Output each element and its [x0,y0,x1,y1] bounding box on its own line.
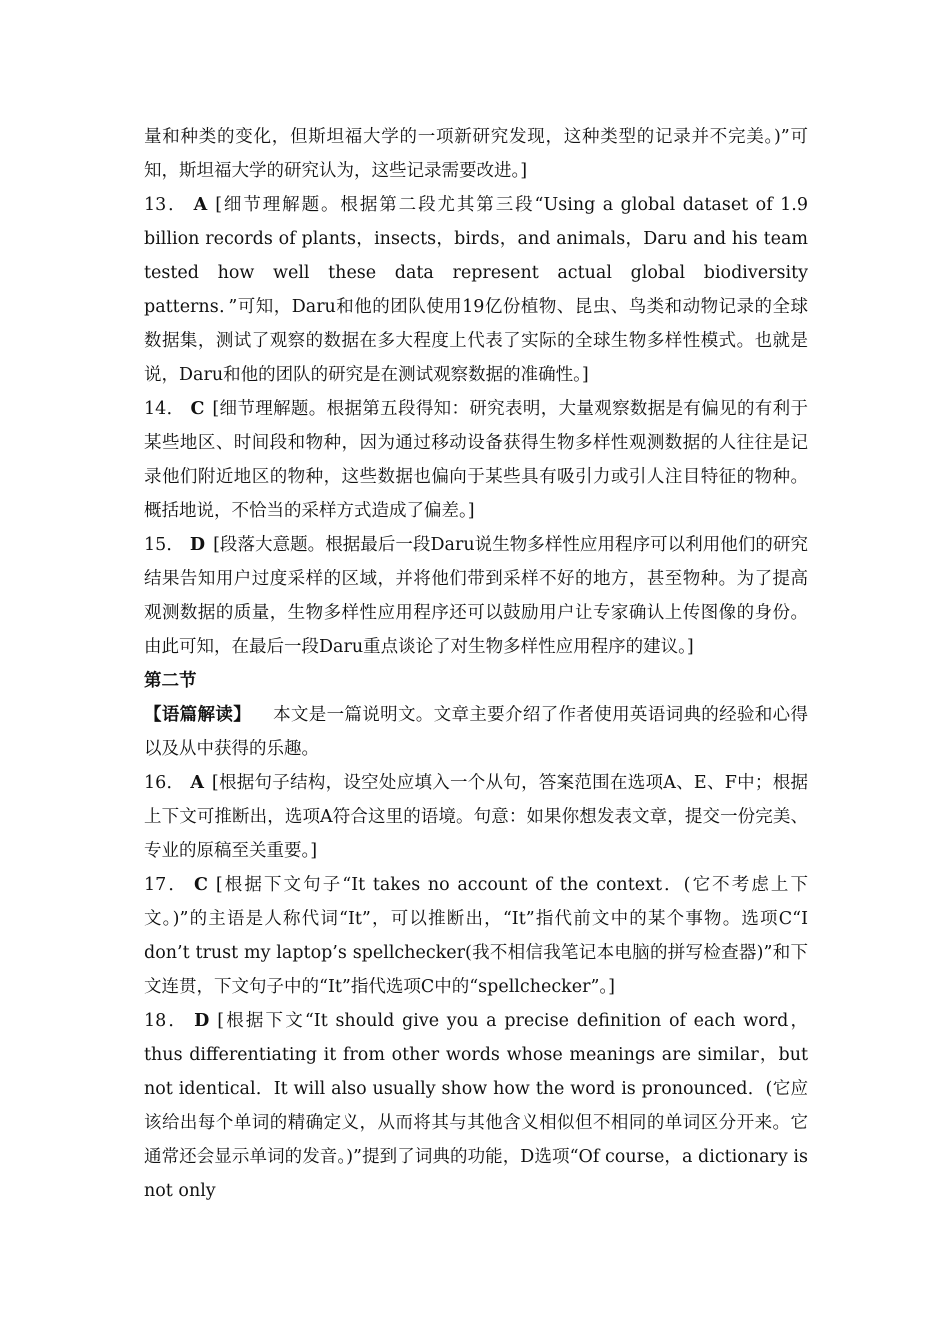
reading-text: 本文是一篇说明文。文章主要介绍了作者使用英语词典的经验和心得以及从中获得的乐趣。 [144,705,809,759]
answer-item-17 [144,868,808,1004]
item-explanation: [根据下文句子“It takes no account of the context．(它不考虑上下文。)”的主语是人称代词“It”，可以推断出，“It”指代前文中的某个事物。选项C“I don’t trust my laptop’s spellchecker(我不相信我笔记本电脑的拼写检查器)”和下文连贯，下文句子中的“It”指代选项C中的“spellchecker”。] [144,875,808,997]
item-number: 15． [144,535,184,555]
item-explanation: [根据句子结构，设空处应填入一个从句，答案范围在选项A、E、F中；根据上下文可推断出，选项A符合这里的语境。句意：如果你想发表文章，提交一份完美、专业的原稿至关重要。] [144,773,808,861]
item-number: 13． [144,195,188,215]
item-number: 18． [144,1011,189,1031]
item-answer: A [193,195,208,215]
answer-item-15 [144,528,808,664]
section-title: 第二节 [144,671,197,691]
answer-item-18 [144,1004,808,1208]
answer-item-14 [144,392,808,528]
item-number: 14． [144,399,185,419]
item-explanation: [根据下文“It should give you a precise definition of each word，thus differentiating it from other words whose meanings are similar，but not identical．It will also usually show how the word is pronounced．(它应该给出每个单词的精确定义，从而将其与其他含义相似但不相同的单词区分开来。它通常还会显示单词的发音。)”提到了词典的功能，D选项“Of course，a dictionary is not only [144,1011,808,1201]
item-explanation: [细节理解题。根据第二段尤其第三段“Using a global dataset of 1.9 billion records of plants，insects，birds，and animals，Daru and his team tested how well these data represent actual global biodiversity patterns．”可知，Daru和他的团队使用19亿份植物、昆虫、鸟类和动物记录的全球数据集，测试了观察的数据在多大程度上代表了实际的全球生物多样性模式。也就是说，Daru和他的团队的研究是在测试观察数据的准确性。] [144,195,808,385]
item-answer: C [193,875,208,895]
item-explanation: [细节理解题。根据第五段得知：研究表明，大量观察数据是有偏见的有利于某些地区、时间段和物种，因为通过移动设备获得生物多样性观测数据的人往往是记录他们附近地区的物种，这些数据也偏向于某些具有吸引力或引人注目特征的物种。概括地说，不恰当的采样方式造成了偏差。] [144,399,808,521]
item-explanation: [段落大意题。根据最后一段Daru说生物多样性应用程序可以利用他们的研究结果告知用户过度采样的区域，并将他们带到采样不好的地方，甚至物种。为了提高观测数据的质量，生物多样性应用程序还可以鼓励用户让专家确认上传图像的身份。由此可知，在最后一段Daru重点谈论了对生物多样性应用程序的建议。] [144,535,808,657]
item-answer: D [189,535,206,555]
item-number: 16． [144,773,185,793]
item-answer: D [194,1011,210,1031]
item-answer: A [190,773,204,793]
document-page [144,120,808,1208]
answer-item-13 [144,188,808,392]
reading-tag: 【语篇解读】 [144,705,252,725]
answer-item-16 [144,766,808,868]
item-answer: C [190,399,205,419]
continuation-paragraph: 量和种类的变化，但斯坦福大学的一项新研究发现，这种类型的记录并不完美。)”可知，斯坦福大学的研究认为，这些记录需要改进。] [144,127,808,181]
item-number: 17． [144,875,188,895]
reading-interpretation [144,698,808,766]
